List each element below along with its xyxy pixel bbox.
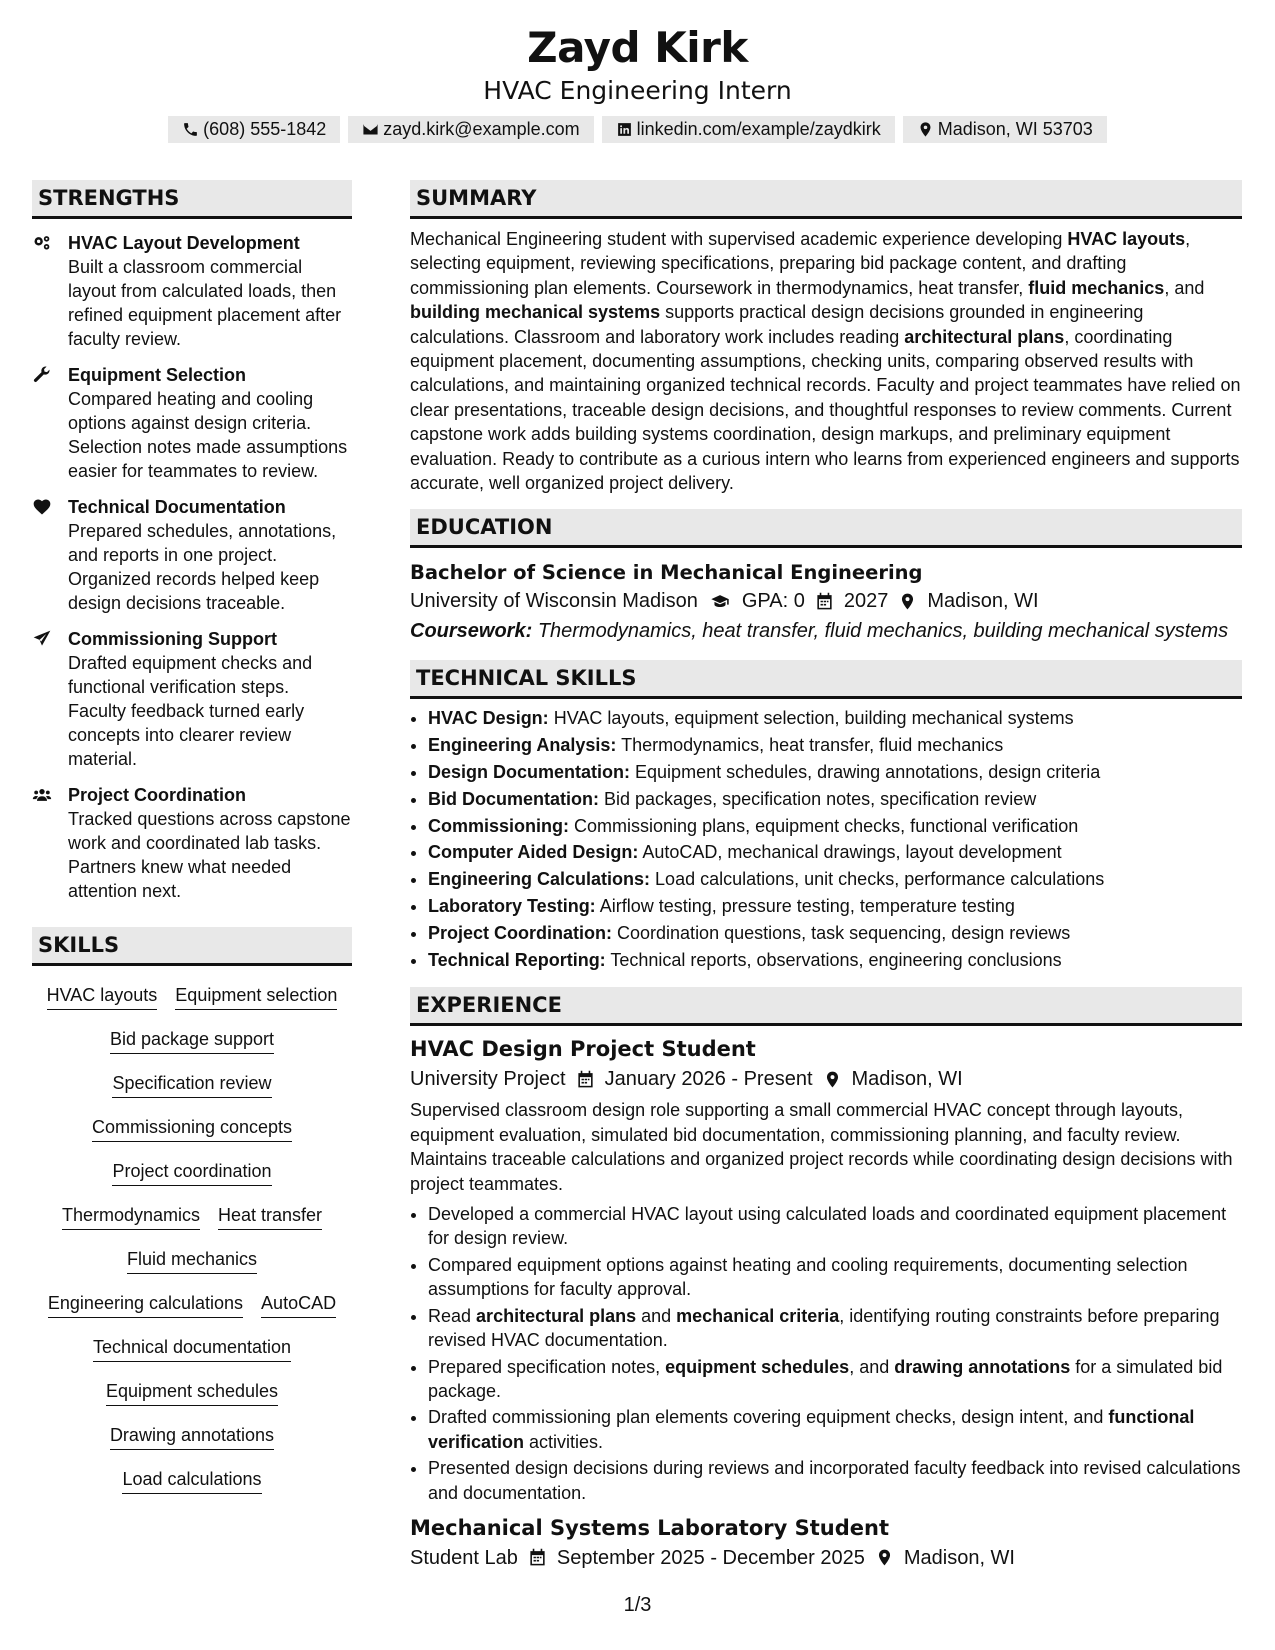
list-item: • Prepared specification notes, equipment schedules, and drawing annotations for a simulated bid package. [428,1355,1242,1404]
skill-tag: Specification review [112,1071,271,1098]
list-item: • Engineering Calculations: Load calculations, unit checks, performance calculations [428,866,1242,893]
summary-text: Mechanical Engineering student with supervised academic experience developing HVAC layouts, selecting equipment, reviewing specifications, preparing bid package content, and drafting commissioning plan elements. Coursework in thermodynamics, heat transfer, fluid mechanics, and building mechanical systems supports practical design decisions grounded in engineering calculations. Classroom and laboratory work includes reading architectural plans, coordinating equipment placement, documenting assumptions, checking units, comparing observed results with calculations, and maintaining organized technical records. Faculty and project teammates have relied on clear presentations, traceable design decisions, and thoughtful responses to review comments. Current capstone work adds building systems coordination, design markups, and preliminary equipment evaluation. Ready to contribute as a curious intern who learns from experienced engineers and supports accurate, well organized project delivery. [410,229,1241,494]
list-item: • Laboratory Testing: Airflow testing, pressure testing, temperature testing [428,893,1242,920]
education-meta [410,586,1242,616]
job-dates: January 2026 - Present [604,1068,813,1091]
job-meta [410,1064,1242,1094]
calendar-icon [815,592,834,611]
skill-tag: Drawing annotations [110,1423,274,1450]
strength-desc: Prepared schedules, annotations, and reports in one project. Organized records helped keep design decisions traceable. [68,521,337,613]
summary-heading: SUMMARY [410,180,1242,219]
contact-location [903,116,1107,143]
skills-heading: SKILLS [32,927,352,966]
page-number: 1/3 [623,1594,652,1616]
strength-item [32,363,352,483]
list-item: • Technical Reporting: Technical reports, observations, engineering conclusions [428,947,1242,974]
heart-icon [32,497,52,517]
job-org: University Project [410,1068,566,1091]
calendar-icon [528,1548,547,1567]
list-item: • Compared equipment options against heating and cooling requirements, documenting selection assumptions for faculty approval. [428,1253,1242,1302]
job-dates: September 2025 - December 2025 [556,1546,865,1569]
contact-phone[interactable] [168,116,340,143]
list-item: • Engineering Analysis: Thermodynamics, heat transfer, fluid mechanics [428,732,1242,759]
list-item: • Developed a commercial HVAC layout using calculated loads and coordinated equipment placement for design review. [428,1202,1242,1251]
list-item: • Read architectural plans and mechanical criteria, identifying routing constraints before preparing revised HVAC documentation. [428,1304,1242,1353]
map-pin-icon [898,592,917,611]
map-pin-icon [875,1548,894,1567]
envelope-icon [362,121,379,138]
strength-title: Commissioning Support [68,629,277,649]
education-heading: EDUCATION [410,509,1242,548]
list-item: • Presented design decisions during reviews and incorporated faculty feedback into revised calculations and documentation. [428,1456,1242,1505]
job-meta [410,1543,1242,1573]
strength-desc: Built a classroom commercial layout from calculated loads, then refined equipment placement after faculty review. [68,257,342,349]
strength-item [32,627,352,771]
gears-icon [32,233,52,253]
skill-tag: Technical documentation [93,1335,291,1362]
strength-title: Project Coordination [68,785,247,805]
strength-desc: Tracked questions across capstone work and coordinated lab tasks. Partners knew what needed attention next. [68,809,351,901]
skill-tag: Project coordination [112,1159,271,1186]
technical-skills-list [410,705,1242,973]
gpa-text: GPA: 0 [741,590,805,613]
job-location: Madison, WI [903,1546,1015,1569]
job-bullets [410,1202,1242,1505]
phone-icon [182,121,199,138]
skill-tag: Thermodynamics [62,1203,200,1230]
linkedin-icon [616,121,633,138]
skill-tag: Fluid mechanics [127,1247,257,1274]
skill-tag: Heat transfer [218,1203,322,1230]
map-pin-icon [823,1070,842,1089]
technical-skills-heading: TECHNICAL SKILLS [410,660,1242,699]
linkedin-text: linkedin.com/example/zaydkirk [636,119,881,139]
strength-item [32,783,352,903]
graduation-year: 2027 [843,590,889,613]
right-column [410,180,1242,1573]
candidate-title: HVAC Engineering Intern [483,76,792,105]
left-column [32,180,352,1494]
skill-tag: Load calculations [122,1467,261,1494]
strength-item [32,495,352,615]
skill-tag: Bid package support [110,1027,274,1054]
contact-bar [0,116,1275,143]
location-text: Madison, WI 53703 [937,119,1093,139]
list-item: • Computer Aided Design: AutoCAD, mechanical drawings, layout development [428,839,1242,866]
job-role: HVAC Design Project Student [410,1037,756,1062]
school-location: Madison, WI [927,590,1039,613]
strength-desc: Drafted equipment checks and functional verification steps. Faculty feedback turned early concepts into clearer review material. [68,653,313,769]
skill-tag: Equipment selection [175,983,337,1010]
wrench-icon [32,365,52,385]
skill-tag: Engineering calculations [48,1291,243,1318]
paper-plane-icon [32,629,52,649]
degree-title: Bachelor of Science in Mechanical Engineering [410,561,923,585]
skills-list [32,966,352,1494]
list-item: • Drafted commissioning plan elements covering equipment checks, design intent, and functional verification activities. [428,1405,1242,1454]
skill-tag: HVAC layouts [47,983,158,1010]
skill-tag: AutoCAD [261,1291,336,1318]
resume-header [0,0,1275,143]
contact-linkedin[interactable] [602,116,895,143]
strength-title: HVAC Layout Development [68,233,300,253]
email-text: zayd.kirk@example.com [383,119,580,139]
job-org: Student Lab [410,1546,518,1569]
list-item: • Bid Documentation: Bid packages, specification notes, specification review [428,786,1242,813]
contact-email[interactable] [348,116,593,143]
list-item: • Commissioning: Commissioning plans, equipment checks, functional verification [428,813,1242,840]
graduation-cap-icon [708,592,732,611]
strength-desc: Compared heating and cooling options against design criteria. Selection notes made assumptions easier for teammates to review. [68,389,348,481]
list-item: • Project Coordination: Coordination questions, task sequencing, design reviews [428,920,1242,947]
job-location: Madison, WI [851,1068,963,1091]
job-role: Mechanical Systems Laboratory Student [410,1515,890,1540]
list-item: • HVAC Design: HVAC layouts, equipment selection, building mechanical systems [428,705,1242,732]
users-icon [32,785,52,805]
map-pin-icon [917,121,934,138]
school-name: University of Wisconsin Madison [410,590,698,613]
experience-heading: EXPERIENCE [410,987,1242,1026]
calendar-icon [576,1070,595,1089]
phone-text: (608) 555-1842 [203,119,327,139]
strength-title: Technical Documentation [68,497,286,517]
strengths-heading: STRENGTHS [32,180,352,219]
coursework: Coursework: Thermodynamics, heat transfer, fluid mechanics, building mechanical systems [410,620,1229,643]
skill-tag: Commissioning concepts [92,1115,292,1142]
strength-item [32,231,352,351]
job-description: Supervised classroom design role supporting a small commercial HVAC concept through layouts, equipment evaluation, simulated bid documentation, commissioning planning, and faculty review. Maintains traceable calculations and organized project records while coordinating design decisions with project teammates. [410,1100,1233,1194]
list-item: • Design Documentation: Equipment schedules, drawing annotations, design criteria [428,759,1242,786]
candidate-name: Zayd Kirk [527,23,748,72]
strength-title: Equipment Selection [68,365,247,385]
skill-tag: Equipment schedules [106,1379,278,1406]
